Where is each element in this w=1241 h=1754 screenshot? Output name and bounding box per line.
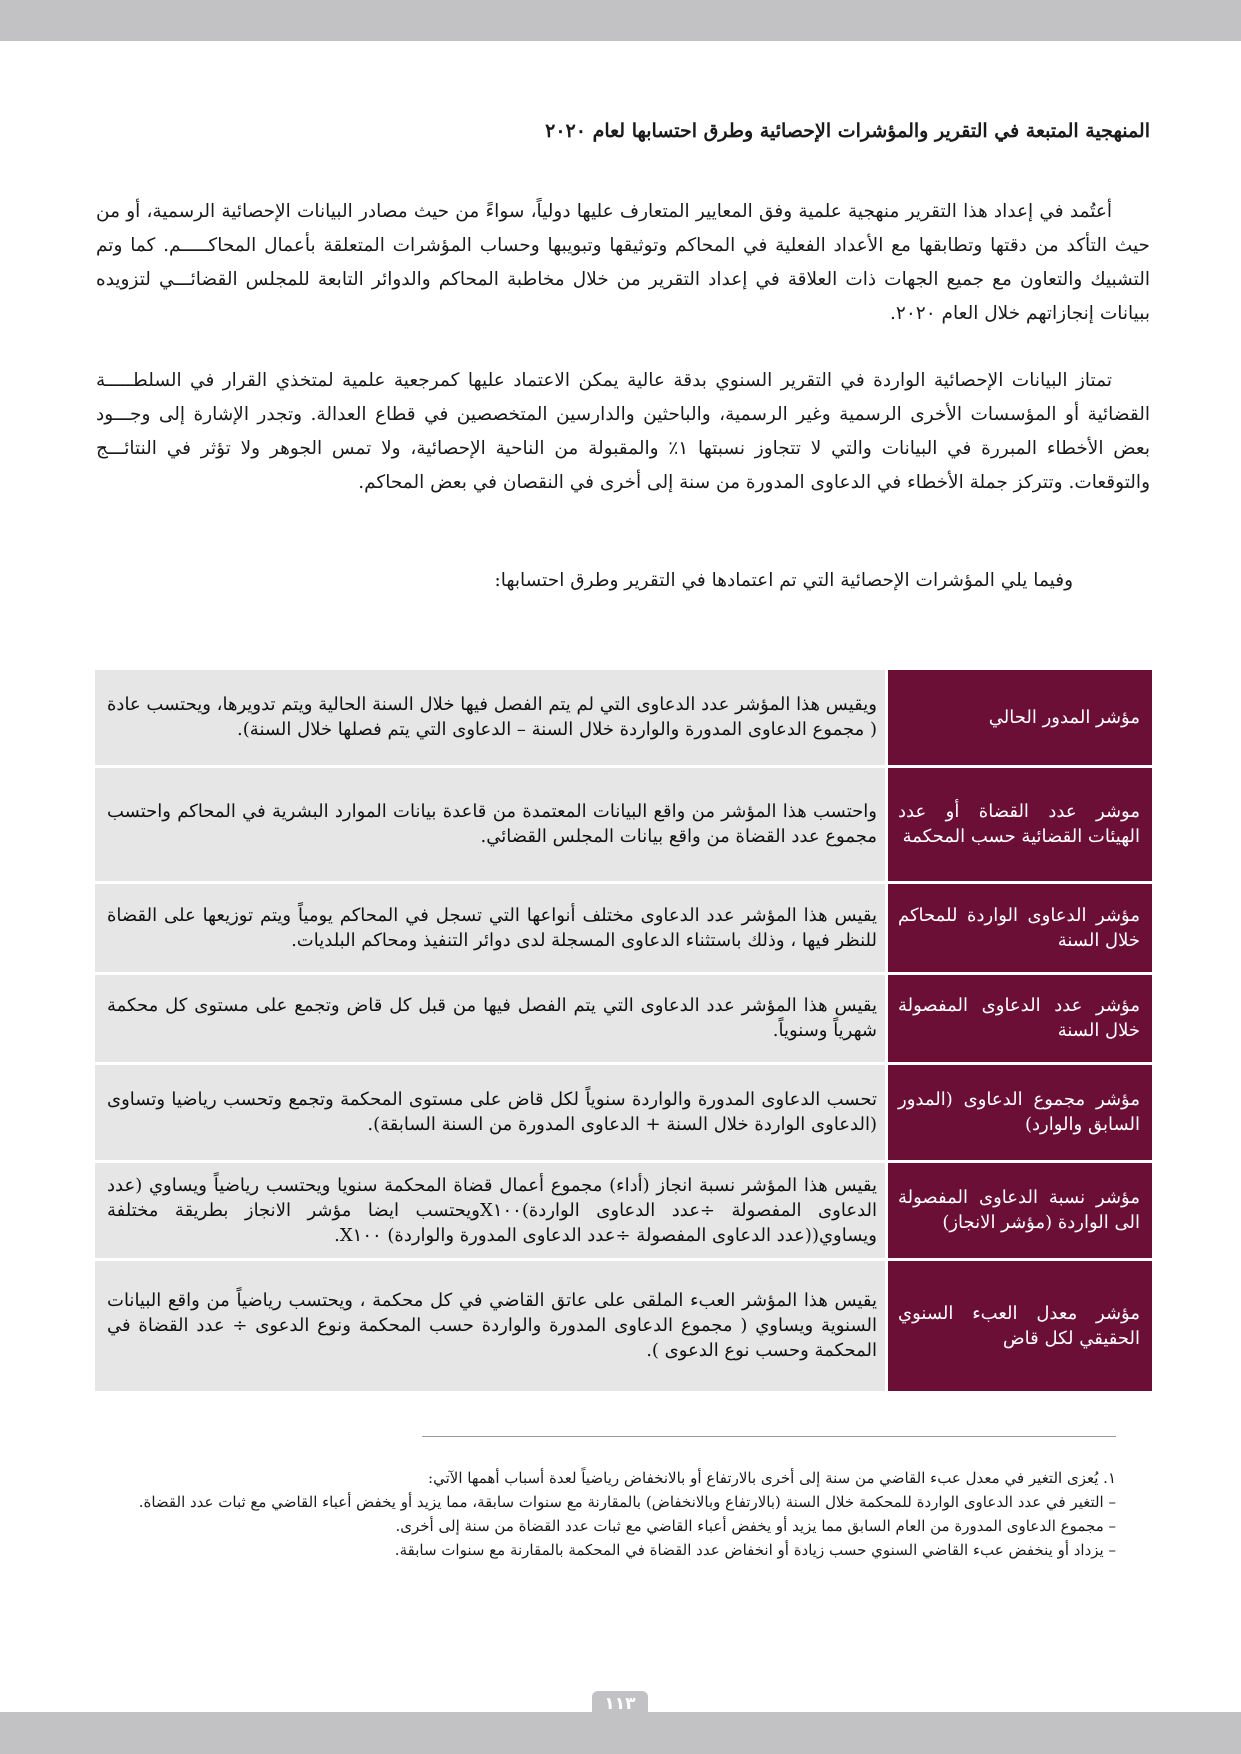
table-row	[95, 766, 1152, 882]
indicator-name: موشر عدد القضاة أو عدد الهيئات القضائية حسب المحكمة	[887, 766, 1153, 882]
table-row	[95, 1161, 1152, 1259]
page-number: ١١٣	[592, 1691, 648, 1715]
indicator-description: يقيس هذا المؤشر عدد الدعاوى التي يتم الفصل فيها من قبل كل قاض وتجمع على مستوى كل محكمة شهرياً وسنوياً.	[95, 973, 887, 1063]
footnotes	[96, 1466, 1116, 1562]
table-row	[95, 882, 1152, 973]
indicator-name: مؤشر الدعاوى الواردة للمحاكم خلال السنة	[887, 882, 1153, 973]
table-row	[95, 1259, 1152, 1392]
top-bar	[0, 0, 1241, 41]
paragraph-accuracy: تمتاز البيانات الإحصائية الواردة في التقرير السنوي بدقة عالية يمكن الاعتماد عليها كمرجعية علمية لمتخذي القرار في السلطـــــة القضائية أو المؤسسات الأخرى الرسمية وغير الرسمية، والباحثين والدارسين المتخصصين في قطاع العدالة. وتجدر الإشارة إلى وجـــود بعض الأخطاء المبررة في البيانات والتي لا تتجاوز نسبتها ١٪ والمقبولة من الناحية الإحصائية، ولا تمس الجوهر ولا تؤثر في النتائـــج والتوقعات. وتتركز جملة الأخطاء في الدعاوى المدورة من سنة إلى أخرى في النقصان في بعض المحاكم.	[96, 370, 1151, 493]
bottom-bar	[0, 1712, 1241, 1754]
indicator-name: مؤشر معدل العبء السنوي الحقيقي لكل قاض	[887, 1259, 1153, 1392]
indicators-table	[95, 670, 1152, 1394]
footnote-heading: ١. يُعزى التغير في معدل عبء القاضي من سنة إلى أخرى بالارتفاع أو بالانخفاض رياضياً لعدة أسباب أهمها الآتي:	[428, 1469, 1116, 1487]
table-row	[95, 973, 1152, 1063]
indicator-description: يقيس هذا المؤشر العبء الملقى على عاتق القاضي في كل محكمة ، ويحتسب رياضياً من واقع البيانات السنوية ويساوي ( مجموع الدعاوى المدورة والواردة حسب المحكمة ونوع الدعوى ÷ عدد القضاة في المحكمة وحسب نوع الدعوى ).	[95, 1259, 887, 1392]
footnote-item: – مجموع الدعاوى المدورة من العام السابق مما يزيد أو يخفض أعباء القاضي مع ثبات عدد القضاة من سنة إلى أخرى.	[395, 1517, 1116, 1535]
table-row	[95, 670, 1152, 766]
footnote-item: – التغير في عدد الدعاوى الواردة للمحكمة خلال السنة (بالارتفاع وبالانخفاض) بالمقارنة مع سنوات سابقة، مما يزيد أو يخفض أعباء القاضي مع ثبات عدد القضاة.	[138, 1493, 1116, 1511]
indicator-name: مؤشر نسبة الدعاوى المفصولة الى الواردة (مؤشر الانجاز)	[887, 1161, 1153, 1259]
indicator-description: ويقيس هذا المؤشر عدد الدعاوى التي لم يتم الفصل فيها خلال السنة الحالية ويتم تدويرها، ويحتسب عادة ( مجموع الدعاوى المدورة والواردة خلال السنة – الدعاوى التي يتم فصلها خلال السنة).	[95, 670, 887, 766]
paragraph-methodology: أعتُمد في إعداد هذا التقرير منهجية علمية وفق المعايير المتعارف عليها دولياً، سواءً من حيث مصادر البيانات الإحصائية الرسمية، أو من حيث التأكد من دقتها وتطابقها مع الأعداد الفعلية في المحاكم وتوثيقها وتبويبها وحساب المؤشرات المتعلقة بأعمال المحاكـــــم. كما وتم التشبيك والتعاون مع جميع الجهات ذات العلاقة في إعداد التقرير من خلال مخاطبة المحاكم والدوائر التابعة للمجلس القضائـــي لتزويده ببيانات إنجازاتهم خلال العام ٢٠٢٠.	[96, 201, 1150, 324]
indicator-description: واحتسب هذا المؤشر من واقع البيانات المعتمدة من قاعدة بيانات الموارد البشرية في المحاكم واحتسب مجموع عدد القضاة من واقع بيانات المجلس القضائي.	[95, 766, 887, 882]
table-row	[95, 1063, 1152, 1161]
indicator-name: مؤشر مجموع الدعاوى (المدور السابق والوارد)	[887, 1063, 1153, 1161]
indicator-name: مؤشر المدور الحالي	[887, 670, 1153, 766]
footnote-item: – يزداد أو ينخفض عبء القاضي السنوي حسب زيادة أو انخفاض عدد القضاة في المحكمة بالمقارنة مع سنوات سابقة.	[394, 1541, 1116, 1559]
indicator-description: يقيس هذا المؤشر عدد الدعاوى مختلف أنواعها التي تسجل في المحاكم يومياً ويتم توزيعها على القضاة للنظر فيها ، وذلك باستثناء الدعاوى المسجلة لدى دوائر التنفيذ ومحاكم البلديات.	[95, 882, 887, 973]
indicator-name: مؤشر عدد الدعاوى المفصولة خلال السنة	[887, 973, 1153, 1063]
page-title: المنهجية المتبعة في التقرير والمؤشرات الإحصائية وطرق احتسابها لعام ٢٠٢٠	[545, 120, 1150, 142]
paragraph-intro-indicators: وفيما يلي المؤشرات الإحصائية التي تم اعتمادها في التقرير وطرق احتسابها:	[494, 570, 1073, 591]
indicator-description: تحسب الدعاوى المدورة والواردة سنوياً لكل قاض على مستوى المحكمة وتجمع وتحسب رياضيا وتساوى (الدعاوى الواردة خلال السنة + الدعاوى المدورة من السنة السابقة).	[95, 1063, 887, 1161]
indicator-description: يقيس هذا المؤشر نسبة انجاز (أداء) مجموع أعمال قضاة المحكمة سنويا ويحتسب رياضياً ويساوي (عدد الدعاوى المفصولة ÷عدد الدعاوى الواردة)X١٠٠ويحتسب ايضا مؤشر الانجاز بطريقة مختلفة ويساوي((عدد الدعاوى المفصولة ÷عدد الدعاوى المدورة والواردة) X١٠٠.	[95, 1161, 887, 1259]
footnote-divider	[422, 1436, 1116, 1437]
